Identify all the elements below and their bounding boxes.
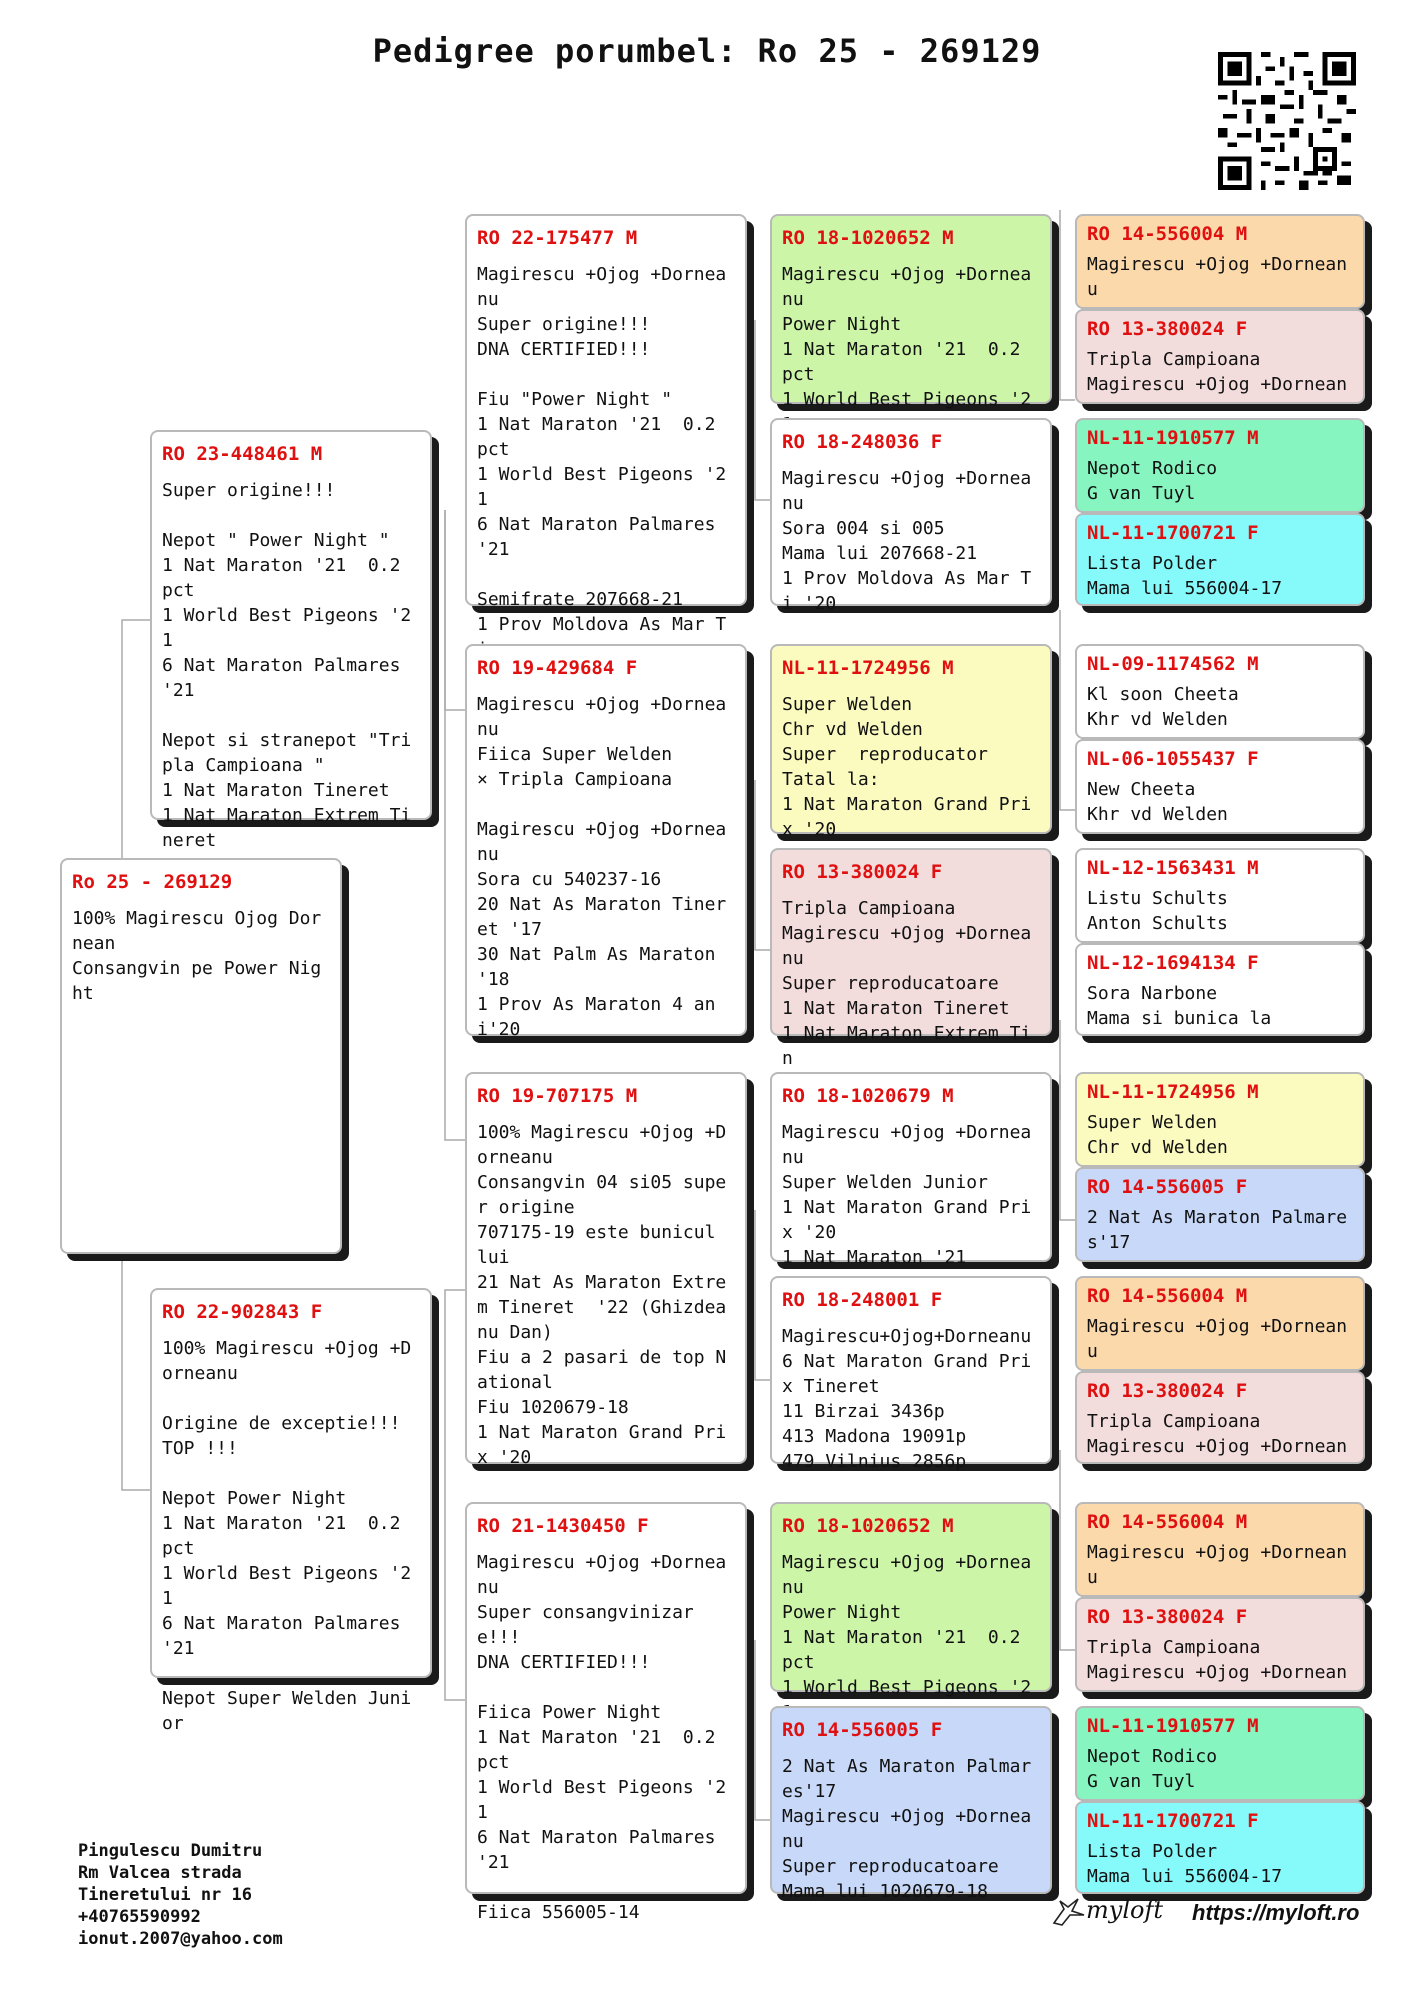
ring-number: RO 13-380024 F bbox=[1087, 318, 1248, 340]
pedigree-card-g4-10[interactable] bbox=[1075, 1167, 1365, 1262]
ring-number: RO 14-556004 M bbox=[1087, 1285, 1248, 1307]
pedigree-card-g4-6[interactable] bbox=[1075, 739, 1365, 834]
bird-icon bbox=[1052, 1897, 1086, 1927]
pedigree-card-g4-13[interactable] bbox=[1075, 1502, 1365, 1597]
ring-number: RO 18-1020652 M bbox=[782, 1515, 954, 1537]
pedigree-card-dds[interactable] bbox=[770, 1502, 1052, 1698]
ring-number: NL-06-1055437 F bbox=[1087, 748, 1259, 770]
card-notes: Magirescu +Ojog +Dorneanu Sora 004 si 005 Mama lui 207668-21 1 Prov Moldova As Mar Ti '20 bbox=[782, 468, 1032, 614]
pedigree-card-g4-4[interactable] bbox=[1075, 513, 1365, 606]
pedigree-card-g4-11[interactable] bbox=[1075, 1276, 1365, 1371]
ring-number: RO 22-175477 M bbox=[477, 227, 638, 249]
pedigree-card-g4-15[interactable] bbox=[1075, 1706, 1365, 1801]
owner-name: Pingulescu Dumitru bbox=[78, 1841, 263, 1861]
ring-number: NL-11-1910577 M bbox=[1087, 427, 1259, 449]
card-notes: Tripla Campioana Magirescu +Ojog +Dornean bbox=[1087, 1411, 1348, 1457]
pedigree-card-g4-9[interactable] bbox=[1075, 1072, 1365, 1167]
ring-number: RO 14-556004 M bbox=[1087, 1511, 1248, 1533]
card-notes: Magirescu+Ojog+Dorneanu 6 Nat Maraton Grand Prix Tineret 11 Birzai 3436p 413 Madona 19091p 479 Vilnius 2856p bbox=[782, 1326, 1032, 1472]
card-notes: Magirescu +Ojog +Dorneanu Super origine!!! DNA CERTIFIED!!! Fiu "Power Night " 1 Nat Maraton '21 0.2 pct 1 World Best Pigeons '21 6 Nat Maraton Palmares '21 Semifrate 207668-21 1 Prov Moldova As Mar T bbox=[477, 264, 727, 635]
ring-number: NL-12-1563431 M bbox=[1087, 857, 1259, 879]
ring-number: RO 14-556005 F bbox=[1087, 1176, 1248, 1198]
card-notes: Super Welden Chr vd Welden bbox=[1087, 1112, 1228, 1158]
card-notes: Tripla Campioana Magirescu +Ojog +Dornean bbox=[1087, 349, 1348, 395]
ring-number: RO 18-1020679 M bbox=[782, 1085, 954, 1107]
owner-address-line2: Tineretului nr 16 bbox=[78, 1885, 252, 1905]
pedigree-card-g4-8[interactable] bbox=[1075, 943, 1365, 1036]
pedigree-card-g4-1[interactable] bbox=[1075, 214, 1365, 309]
card-notes: 2 Nat As Maraton Palmares'17 Magirescu +Ojog +Dorneanu Super reproducatoare Mama lui 1020679-18 bbox=[782, 1756, 1032, 1902]
pedigree-card-g4-14[interactable] bbox=[1075, 1597, 1365, 1692]
pedigree-card-dsd[interactable] bbox=[770, 1276, 1052, 1472]
card-notes: Lista Polder Mama lui 556004-17 bbox=[1087, 553, 1283, 599]
pedigree-card-sire-dam[interactable] bbox=[465, 644, 747, 1040]
pedigree-card-sdd[interactable] bbox=[770, 848, 1052, 1069]
card-notes: Nepot Rodico G van Tuyl bbox=[1087, 1746, 1218, 1792]
owner-phone: +40765590992 bbox=[78, 1907, 201, 1927]
card-notes: Super Welden Chr vd Welden Super reproducator Tatal la: 1 Nat Maraton Grand Prix '20 bbox=[782, 694, 1032, 840]
pedigree-card-sire[interactable] bbox=[150, 430, 432, 851]
card-notes: Tripla Campioana Magirescu +Ojog +Dornean bbox=[1087, 1637, 1348, 1683]
card-notes: Kl soon Cheeta Khr vd Welden bbox=[1087, 684, 1239, 730]
card-notes: Magirescu +Ojog +Dorneanu Power Night 1 Nat Maraton '21 0.2 pct 1 World Best Pigeons '2 bbox=[782, 1552, 1032, 1698]
pedigree-card-dam-sire[interactable] bbox=[465, 1072, 747, 1468]
website-link[interactable]: https://myloft.ro bbox=[1192, 1900, 1360, 1925]
logo-text: myloft bbox=[1086, 1896, 1163, 1924]
ring-number: RO 14-556005 F bbox=[782, 1719, 943, 1741]
card-notes: New Cheeta Khr vd Welden bbox=[1087, 779, 1228, 825]
ring-number: RO 23-448461 M bbox=[162, 443, 323, 465]
card-notes: Sora Narbone Mama si bunica la bbox=[1087, 983, 1272, 1029]
card-notes: Nepot Rodico G van Tuyl bbox=[1087, 458, 1218, 504]
ring-number: RO 22-902843 F bbox=[162, 1301, 323, 1323]
ring-number: RO 19-707175 M bbox=[477, 1085, 638, 1107]
pedigree-card-dss[interactable] bbox=[770, 1072, 1052, 1268]
ring-number: NL-11-1724956 M bbox=[782, 657, 954, 679]
card-notes: Lista Polder Mama lui 556004-17 bbox=[1087, 1841, 1283, 1887]
card-notes: 100% Magirescu Ojog Dornean Consangvin pe Power Night bbox=[72, 908, 322, 1004]
pedigree-card-dam-dam[interactable] bbox=[465, 1502, 747, 1923]
ring-number: NL-11-1700721 F bbox=[1087, 522, 1259, 544]
card-notes: Magirescu +Ojog +Dorneanu Super Welden Junior 1 Nat Maraton Grand Prix '20 1 Nat Maraton '21 bbox=[782, 1122, 1032, 1268]
ring-number: RO 18-248036 F bbox=[782, 431, 943, 453]
ring-number: RO 18-248001 F bbox=[782, 1289, 943, 1311]
owner-address-line1: Rm Valcea strada bbox=[78, 1863, 242, 1883]
ring-number: RO 21-1430450 F bbox=[477, 1515, 649, 1537]
card-notes: 100% Magirescu +Ojog +Dorneanu Consangvin 04 si05 super origine 707175-19 este bunicul lui 21 Nat As Maraton Extrem Tineret '22 (Ghizdeanu Dan) Fiu a 2 pasari de top National Fiu 1020679-18 1 Nat Maraton Grand Prix '20 bbox=[477, 1122, 727, 1468]
card-notes: Magirescu +Ojog +Dorneanu bbox=[1087, 254, 1348, 300]
card-notes: Tripla Campioana Magirescu +Ojog +Dorneanu Super reproducatoare 1 Nat Maraton Tineret 1 Nat Maraton Extrem Tin bbox=[782, 898, 1032, 1069]
ring-number: RO 14-556004 M bbox=[1087, 223, 1248, 245]
ring-number: NL-12-1694134 F bbox=[1087, 952, 1259, 974]
ring-number: RO 13-380024 F bbox=[1087, 1380, 1248, 1402]
page-title: Pedigree porumbel: Ro 25 - 269129 bbox=[372, 32, 1042, 70]
owner-info bbox=[78, 1840, 283, 1950]
myloft-logo bbox=[1052, 1896, 1163, 1927]
pedigree-card-g4-5[interactable] bbox=[1075, 644, 1365, 739]
ring-number: RO 13-380024 F bbox=[1087, 1606, 1248, 1628]
ring-number: RO 18-1020652 M bbox=[782, 227, 954, 249]
pedigree-card-g4-3[interactable] bbox=[1075, 418, 1365, 513]
card-notes: Super origine!!! Nepot " Power Night " 1 Nat Maraton '21 0.2 pct 1 World Best Pigeons '21 6 Nat Maraton Palmares '21 Nepot si stranepot "Tripla Campioana " 1 Nat Maraton Tineret 1 Nat Maraton Extrem Tineret bbox=[162, 480, 412, 851]
pedigree-card-dam[interactable] bbox=[150, 1288, 432, 1734]
ring-number: NL-11-1700721 F bbox=[1087, 1810, 1259, 1832]
ring-number: RO 19-429684 F bbox=[477, 657, 638, 679]
card-notes: Listu Schults Anton Schults bbox=[1087, 888, 1228, 934]
pedigree-card-sds[interactable] bbox=[770, 644, 1052, 840]
card-notes: 100% Magirescu +Ojog +Dorneanu Origine de exceptie!!! TOP !!! Nepot Power Night 1 Nat Maraton '21 0.2 pct 1 World Best Pigeons '21 6 Nat Maraton Palmares '21 Nepot Super Welden Junior bbox=[162, 1338, 412, 1734]
card-notes: Magirescu +Ojog +Dorneanu bbox=[1087, 1542, 1348, 1588]
ring-number: NL-09-1174562 M bbox=[1087, 653, 1259, 675]
card-notes: Magirescu +Ojog +Dorneanu bbox=[1087, 1316, 1348, 1362]
pedigree-card-ssd[interactable] bbox=[770, 418, 1052, 614]
ring-number: RO 13-380024 F bbox=[782, 861, 943, 883]
card-notes: Magirescu +Ojog +Dorneanu Super consangvinizare!!! DNA CERTIFIED!!! Fiica Power Night 1 Nat Maraton '21 0.2 pct 1 World Best Pigeons '21 6 Nat Maraton Palmares '21 Fiica 556005-14 bbox=[477, 1552, 727, 1923]
card-notes: 2 Nat As Maraton Palmares'17 bbox=[1087, 1207, 1348, 1253]
pedigree-card-g4-7[interactable] bbox=[1075, 848, 1365, 943]
pedigree-card-sire-sire[interactable] bbox=[465, 214, 747, 635]
ring-number: NL-11-1910577 M bbox=[1087, 1715, 1259, 1737]
pedigree-card-ddd[interactable] bbox=[770, 1706, 1052, 1902]
pedigree-card-g4-2[interactable] bbox=[1075, 309, 1365, 404]
pedigree-card-subject[interactable] bbox=[60, 858, 342, 1254]
ring-number: Ro 25 - 269129 bbox=[72, 871, 233, 893]
pedigree-card-sss[interactable] bbox=[770, 214, 1052, 410]
card-notes: Magirescu +Ojog +Dorneanu Fiica Super Welden × Tripla Campioana Magirescu +Ojog +Dorneanu Sora cu 540237-16 20 Nat As Maraton Tineret '17 30 Nat Palm As Maraton '18 1 Prov As Maraton 4 ani'20 bbox=[477, 694, 727, 1040]
owner-email[interactable]: ionut.2007@yahoo.com bbox=[78, 1929, 283, 1949]
pedigree-card-g4-12[interactable] bbox=[1075, 1371, 1365, 1464]
card-notes: Magirescu +Ojog +Dorneanu Power Night 1 Nat Maraton '21 0.2 pct 1 World Best Pigeons '2 bbox=[782, 264, 1032, 410]
ring-number: NL-11-1724956 M bbox=[1087, 1081, 1259, 1103]
pedigree-card-g4-16[interactable] bbox=[1075, 1801, 1365, 1894]
brand-footer bbox=[1052, 1896, 1372, 1936]
